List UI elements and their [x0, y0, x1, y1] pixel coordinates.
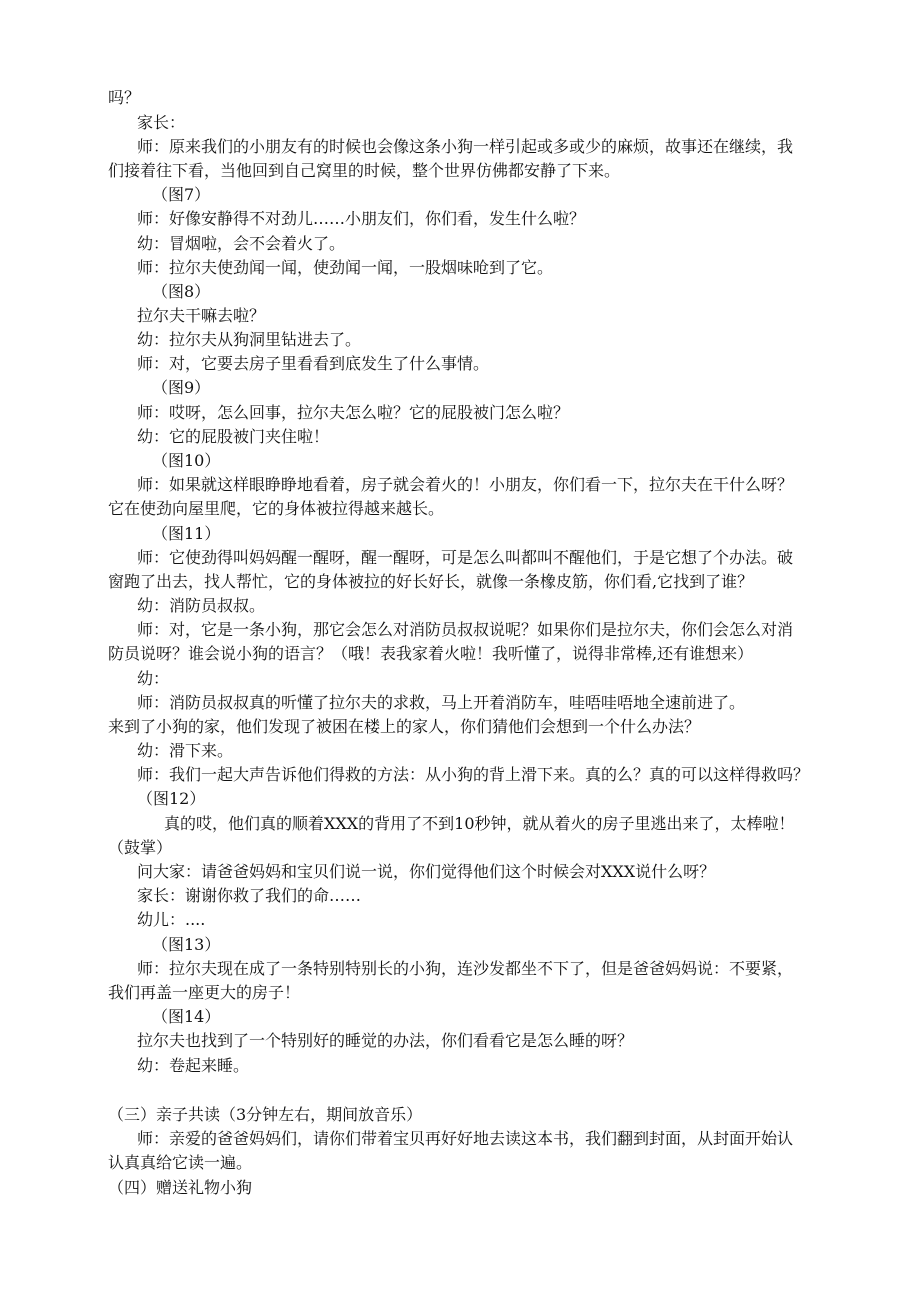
section-heading: （三）亲子共读（3分钟左右，期间放音乐）: [108, 1105, 423, 1124]
text-line: 家长：: [137, 113, 186, 132]
figure-marker: （图10）: [152, 451, 221, 470]
text-line: 幼：冒烟啦，会不会着火了。: [137, 234, 346, 253]
text-line: 幼：卷起来睡。: [137, 1056, 250, 1075]
text-line: 家长：谢谢你救了我们的命……: [137, 886, 362, 905]
text-line: 幼：拉尔夫从狗洞里钻进去了。: [137, 330, 362, 349]
text-line: 师：消防员叔叔真的听懂了拉尔夫的求救，马上开着消防车，哇唔哇唔地全速前进了。: [137, 693, 746, 712]
figure-marker: （图12）: [137, 789, 206, 808]
text-line: 师：好像安静得不对劲儿……小朋友们，你们看，发生什么啦？: [137, 209, 586, 228]
text-line: 幼：: [137, 669, 170, 688]
text-line: 们接着往下看，当他回到自己窝里的时候，整个世界仿佛都安静了下来。: [108, 161, 621, 180]
section-heading: （四）赠送礼物小狗: [108, 1178, 253, 1197]
text-line: 我们再盖一座更大的房子！: [108, 983, 301, 1002]
text-line: 幼：它的屁股被门夹住啦！: [137, 427, 330, 446]
text-line: 师：原来我们的小朋友有的时候也会像这条小狗一样引起或多或少的麻烦，故事还在继续，我: [137, 137, 794, 156]
figure-marker: （图14）: [152, 1007, 221, 1026]
text-line: 窗跑了出去，找人帮忙，它的身体被拉的好长好长，就像一条橡皮筋，你们看,它找到了谁？: [108, 572, 754, 591]
text-line: 师：拉尔夫使劲闻一闻，使劲闻一闻，一股烟味呛到了它。: [137, 258, 554, 277]
text-line: 师：如果就这样眼睁睁地看着，房子就会着火的！小朋友，你们看一下，拉尔夫在干什么呀？: [137, 475, 794, 494]
text-line: 幼儿：....: [137, 910, 206, 929]
text-line: 师：它使劲得叫妈妈醒一醒呀，醒一醒呀，可是怎么叫都叫不醒他们，于是它想了个办法。破: [137, 548, 794, 567]
text-line: （鼓掌）: [108, 838, 173, 857]
figure-marker: （图9）: [152, 378, 211, 397]
text-line: 师：哎呀，怎么回事，拉尔夫怎么啦？它的屁股被门怎么啦？: [137, 403, 570, 422]
text-line: 它在使劲向屋里爬，它的身体被拉得越来越长。: [108, 499, 445, 518]
text-line: 师：对，它要去房子里看看到底发生了什么事情。: [137, 354, 490, 373]
text-line: 师：我们一起大声告诉他们得救的方法：从小狗的背上滑下来。真的么？真的可以这样得救吗？: [137, 765, 810, 784]
text-line: 幼：消防员叔叔。: [137, 596, 266, 615]
figure-marker: （图8）: [152, 282, 211, 301]
text-line: 师：对，它是一条小狗，那它会怎么对消防员叔叔说呢？如果你们是拉尔夫，你们会怎么对消: [137, 620, 794, 639]
figure-marker: （图11）: [152, 524, 221, 543]
text-line: 吗？: [108, 88, 141, 107]
text-line: 问大家：请爸爸妈妈和宝贝们说一说，你们觉得他们这个时候会对XXX说什么呀？: [137, 862, 716, 881]
figure-marker: （图7）: [152, 185, 211, 204]
text-line: 师：拉尔夫现在成了一条特别特别长的小狗，连沙发都坐不下了，但是爸爸妈妈说：不要紧，: [137, 959, 794, 978]
figure-marker: （图13）: [152, 935, 221, 954]
text-line: 幼：滑下来。: [137, 741, 234, 760]
text-line: 拉尔夫干嘛去啦？: [137, 306, 266, 325]
text-line: 来到了小狗的家，他们发现了被困在楼上的家人，你们猜他们会想到一个什么办法？: [108, 717, 701, 736]
text-line: 师：亲爱的爸爸妈妈们，请你们带着宝贝再好好地去读这本书，我们翻到封面，从封面开始认: [137, 1129, 794, 1148]
text-line: 认真真给它读一遍。: [108, 1153, 253, 1172]
text-line: 防员说呀？谁会说小狗的语言？（哦！表我家着火啦！我听懂了，说得非常棒,还有谁想来）: [108, 644, 754, 663]
text-line: 真的哎，他们真的顺着XXX的背用了不到10秒钟，就从着火的房子里逃出来了，太棒啦！: [164, 814, 795, 833]
text-line: 拉尔夫也找到了一个特别好的睡觉的办法，你们看看它是怎么睡的呀？: [137, 1031, 634, 1050]
